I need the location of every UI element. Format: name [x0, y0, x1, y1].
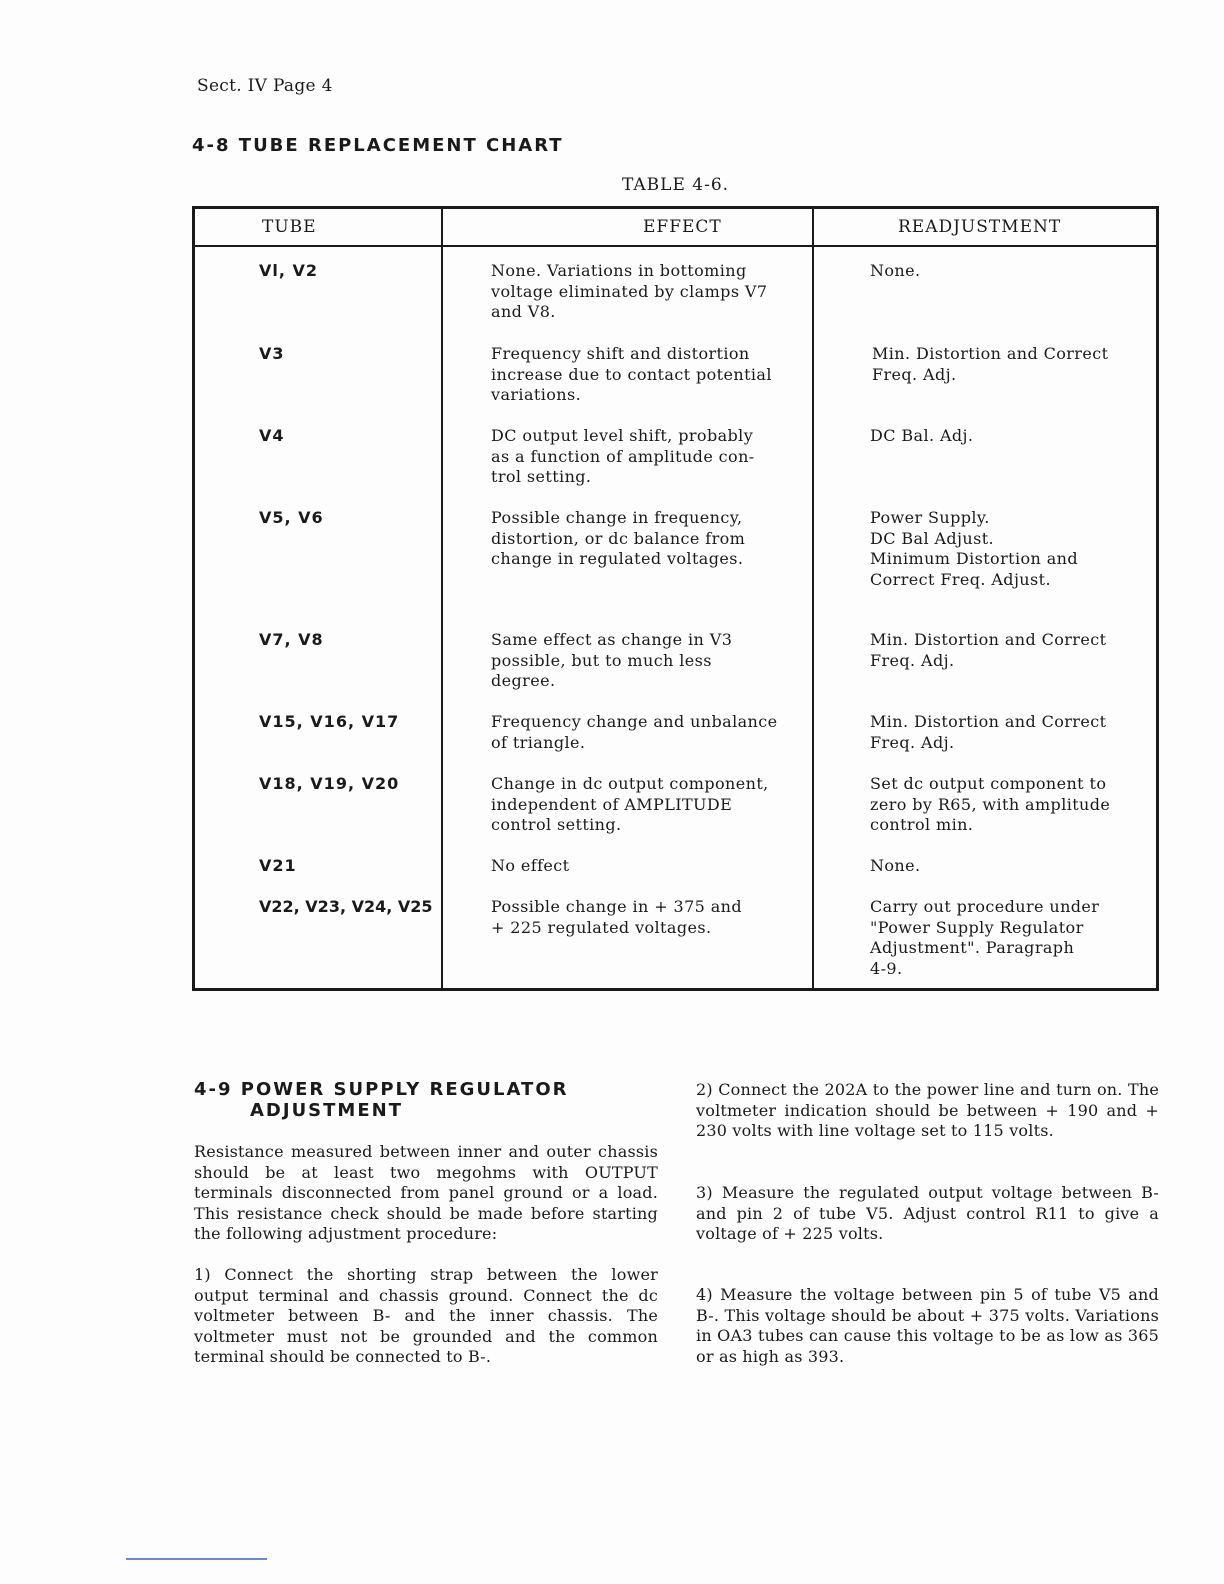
column-header-effect: EFFECT [643, 217, 722, 237]
row-effect: DC output level shift, probably as a function of amplitude con- trol setting. [491, 426, 755, 486]
row-readjustment: None. [870, 261, 921, 280]
row-tube: V22, V23, V24, V25 [259, 897, 433, 916]
tube-replacement-table [192, 206, 1159, 991]
row-effect: Frequency shift and distortion increase due to contact potential variations. [491, 344, 772, 404]
row-tube: Vl, V2 [259, 261, 319, 280]
row-effect: Same effect as change in V3 possible, but to much less degree. [491, 630, 733, 690]
row-readjustment: Min. Distortion and Correct Freq. Adj. [870, 712, 1107, 752]
section-title: 4-8 TUBE REPLACEMENT CHART [192, 135, 564, 156]
step-paragraph: 3) Measure the regulated output voltage between B- and pin 2 of tube V5. Adjust control R11 to give a voltage of + 225 volts. [696, 1183, 1159, 1244]
row-effect: Possible change in frequency, distortion, or dc balance from change in regulated voltages. [491, 508, 746, 568]
row-tube: V7, V8 [259, 630, 324, 649]
row-tube: V18, V19, V20 [259, 774, 400, 793]
intro-paragraph: Resistance measured between inner and outer chassis should be at least two megohms with OUTPUT terminals disconnected from panel ground or a load. This resistance check should be made before starting the following adjustment procedure: [194, 1142, 658, 1244]
row-readjustment: Carry out procedure under "Power Supply Regulator Adjustment". Paragraph 4-9. [870, 897, 1100, 978]
row-readjustment: Set dc output component to zero by R65, with amplitude control min. [870, 774, 1111, 834]
row-tube: V3 [259, 344, 285, 363]
footer-rule [126, 1558, 267, 1560]
row-readjustment: None. [870, 856, 921, 875]
page-header: Sect. IV Page 4 [197, 76, 333, 96]
subsection-title-line2: ADJUSTMENT [250, 1100, 403, 1121]
row-readjustment: Min. Distortion and Correct Freq. Adj. [872, 344, 1109, 384]
table-caption: TABLE 4-6. [622, 175, 730, 195]
column-divider [812, 209, 814, 988]
row-readjustment: Power Supply. DC Bal Adjust. Minimum Distortion and Correct Freq. Adjust. [870, 508, 1078, 589]
column-header-readjustment: READJUSTMENT [898, 217, 1062, 237]
header-divider [195, 245, 1156, 247]
step-paragraph: 2) Connect the 202A to the power line and turn on. The voltmeter indication should be between + 190 and + 230 volts with line voltage set to 115 volts. [696, 1080, 1159, 1141]
subsection-title [194, 1079, 568, 1121]
step-paragraph: 1) Connect the shorting strap between the lower output terminal and chassis ground. Connect the dc voltmeter between B- and the inner chassis. The voltmeter must not be grounded and the common terminal should be connected to B-. [194, 1265, 658, 1367]
column-divider [441, 209, 443, 988]
subsection-title-line1: 4-9 POWER SUPPLY REGULATOR [194, 1079, 569, 1100]
row-tube: V4 [259, 426, 285, 445]
row-tube: V15, V16, V17 [259, 712, 400, 731]
row-readjustment: Min. Distortion and Correct Freq. Adj. [870, 630, 1107, 670]
row-effect: Change in dc output component, independent of AMPLITUDE control setting. [491, 774, 769, 834]
column-header-tube: TUBE [262, 217, 317, 237]
row-effect: No effect [491, 856, 570, 875]
step-paragraph: 4) Measure the voltage between pin 5 of tube V5 and B-. This voltage should be about + 375 volts. Variations in OA3 tubes can cause this voltage to be as low as 365 or as high as 393. [696, 1285, 1159, 1366]
row-effect: None. Variations in bottoming voltage eliminated by clamps V7 and V8. [491, 261, 768, 321]
row-effect: Possible change in + 375 and + 225 regulated voltages. [491, 897, 743, 937]
row-tube: V21 [259, 856, 297, 875]
row-readjustment: DC Bal. Adj. [870, 426, 974, 445]
row-effect: Frequency change and unbalance of triangle. [491, 712, 778, 752]
row-tube: V5, V6 [259, 508, 324, 527]
